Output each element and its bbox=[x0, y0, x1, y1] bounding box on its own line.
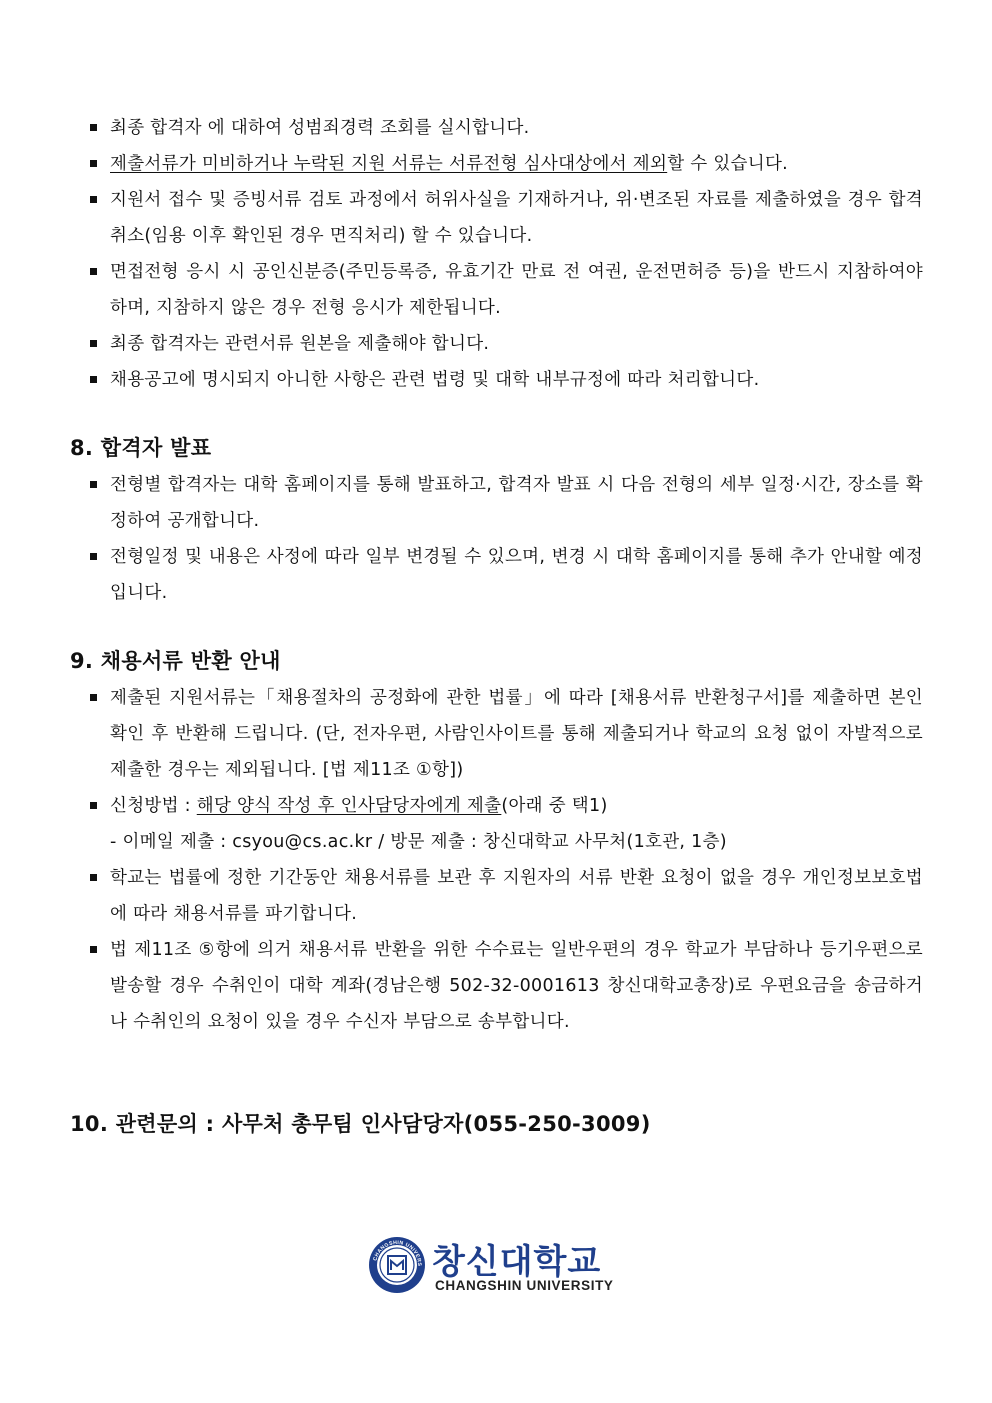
item-text: 제출된 지원서류는「채용절차의 공정화에 관한 법률」에 따라 [채용서류 반환청구서]를 제출하면 본인 확인 후 반환해 드립니다. (단, 전자우편, 사람인사이트를 통해 제출되거나 학교의 요청 없이 자발적으로 제출한 경우는 제외됩니다. [법 제11조 ①항]) bbox=[110, 688, 923, 780]
item-text: 신청방법 : bbox=[110, 796, 197, 816]
bullet-icon bbox=[90, 340, 97, 347]
list-item bbox=[88, 254, 923, 326]
section9-list bbox=[88, 680, 923, 1040]
logo-name-korean: 창신대학교 bbox=[432, 1242, 602, 1282]
svg-text:CHANGSHIN UNIVERSITY: CHANGSHIN UNIVERS bbox=[372, 1239, 423, 1267]
bullet-icon bbox=[90, 376, 97, 383]
bullet-icon bbox=[90, 124, 97, 131]
bullet-icon bbox=[90, 874, 97, 881]
section10-heading: 10. 관련문의 : 사무처 총무팀 인사담당자(055-250-3009) bbox=[70, 1112, 651, 1136]
item-text: 면접전형 응시 시 공인신분증(주민등록증, 유효기간 만료 전 여권, 운전면허증 등)을 반드시 지참하여야 하며, 지참하지 않은 경우 전형 응시가 제한됩니다. bbox=[110, 262, 923, 318]
list-item bbox=[88, 182, 923, 254]
list-item bbox=[88, 146, 923, 182]
list-item bbox=[88, 326, 923, 362]
item-text: (아래 중 택1) bbox=[501, 796, 608, 816]
item-text: 지원서 접수 및 증빙서류 검토 과정에서 허위사실을 기재하거나, 위·변조된 자료를 제출하였을 경우 합격 취소(임용 이후 확인된 경우 면직처리) 할 수 있습니다. bbox=[110, 190, 923, 246]
list-item bbox=[88, 860, 923, 932]
list-item bbox=[88, 932, 923, 1040]
bullet-icon bbox=[90, 694, 97, 701]
university-logo bbox=[368, 1234, 630, 1298]
item-text: 전형별 합격자는 대학 홈페이지를 통해 발표하고, 합격자 발표 시 다음 전형의 세부 일정·시간, 장소를 확정하여 공개합니다. bbox=[110, 475, 923, 531]
list-item bbox=[88, 680, 923, 788]
list-item bbox=[88, 362, 923, 398]
section9-heading: 9. 채용서류 반환 안내 bbox=[70, 649, 281, 673]
section7-list bbox=[88, 110, 923, 398]
list-item bbox=[88, 539, 923, 611]
bullet-icon bbox=[90, 553, 97, 560]
list-subitem bbox=[88, 824, 923, 860]
section8-list bbox=[88, 467, 923, 611]
list-item bbox=[88, 788, 923, 824]
bullet-icon bbox=[90, 481, 97, 488]
item-text: 할 수 있습니다. bbox=[667, 154, 789, 174]
list-item bbox=[88, 467, 923, 539]
item-text: 전형일정 및 내용은 사정에 따라 일부 변경될 수 있으며, 변경 시 대학 홈페이지를 통해 추가 안내할 예정입니다. bbox=[110, 547, 923, 603]
bullet-icon bbox=[90, 160, 97, 167]
item-text: 법 제11조 ⑤항에 의거 채용서류 반환을 위한 수수료는 일반우편의 경우 학교가 부담하나 등기우편으로 발송할 경우 수취인이 대학 계좌(경남은행 502-32-0001613 창신대학교총장)로 우편요금을 송금하거나 수취인의 요청이 있을 경우 수신자 부담으로 송부합니다. bbox=[110, 940, 923, 1032]
bullet-icon bbox=[90, 268, 97, 275]
list-item bbox=[88, 110, 923, 146]
subitem-text: - 이메일 제출 : csyou@cs.ac.kr / 방문 제출 : 창신대학교 사무처(1호관, 1층) bbox=[110, 832, 727, 852]
logo-name-english: CHANGSHIN UNIVERSITY bbox=[435, 1278, 614, 1293]
item-text: 최종 합격자는 관련서류 원본을 제출해야 합니다. bbox=[110, 334, 490, 354]
section8-heading: 8. 합격자 발표 bbox=[70, 436, 212, 460]
bullet-icon bbox=[90, 946, 97, 953]
university-seal-icon bbox=[368, 1236, 426, 1294]
item-text: 학교는 법률에 정한 기간동안 채용서류를 보관 후 지원자의 서류 반환 요청이 없을 경우 개인정보보호법에 따라 채용서류를 파기합니다. bbox=[110, 868, 923, 924]
bullet-icon bbox=[90, 196, 97, 203]
item-text: 최종 합격자 에 대하여 성범죄경력 조회를 실시합니다. bbox=[110, 118, 530, 138]
item-text: 채용공고에 명시되지 아니한 사항은 관련 법령 및 대학 내부규정에 따라 처리합니다. bbox=[110, 370, 760, 390]
item-text-underlined: 제출서류가 미비하거나 누락된 지원 서류는 서류전형 심사대상에서 제외 bbox=[110, 154, 668, 174]
bullet-icon bbox=[90, 802, 97, 809]
item-text-underlined: 해당 양식 작성 후 인사담당자에게 제출 bbox=[196, 796, 502, 816]
